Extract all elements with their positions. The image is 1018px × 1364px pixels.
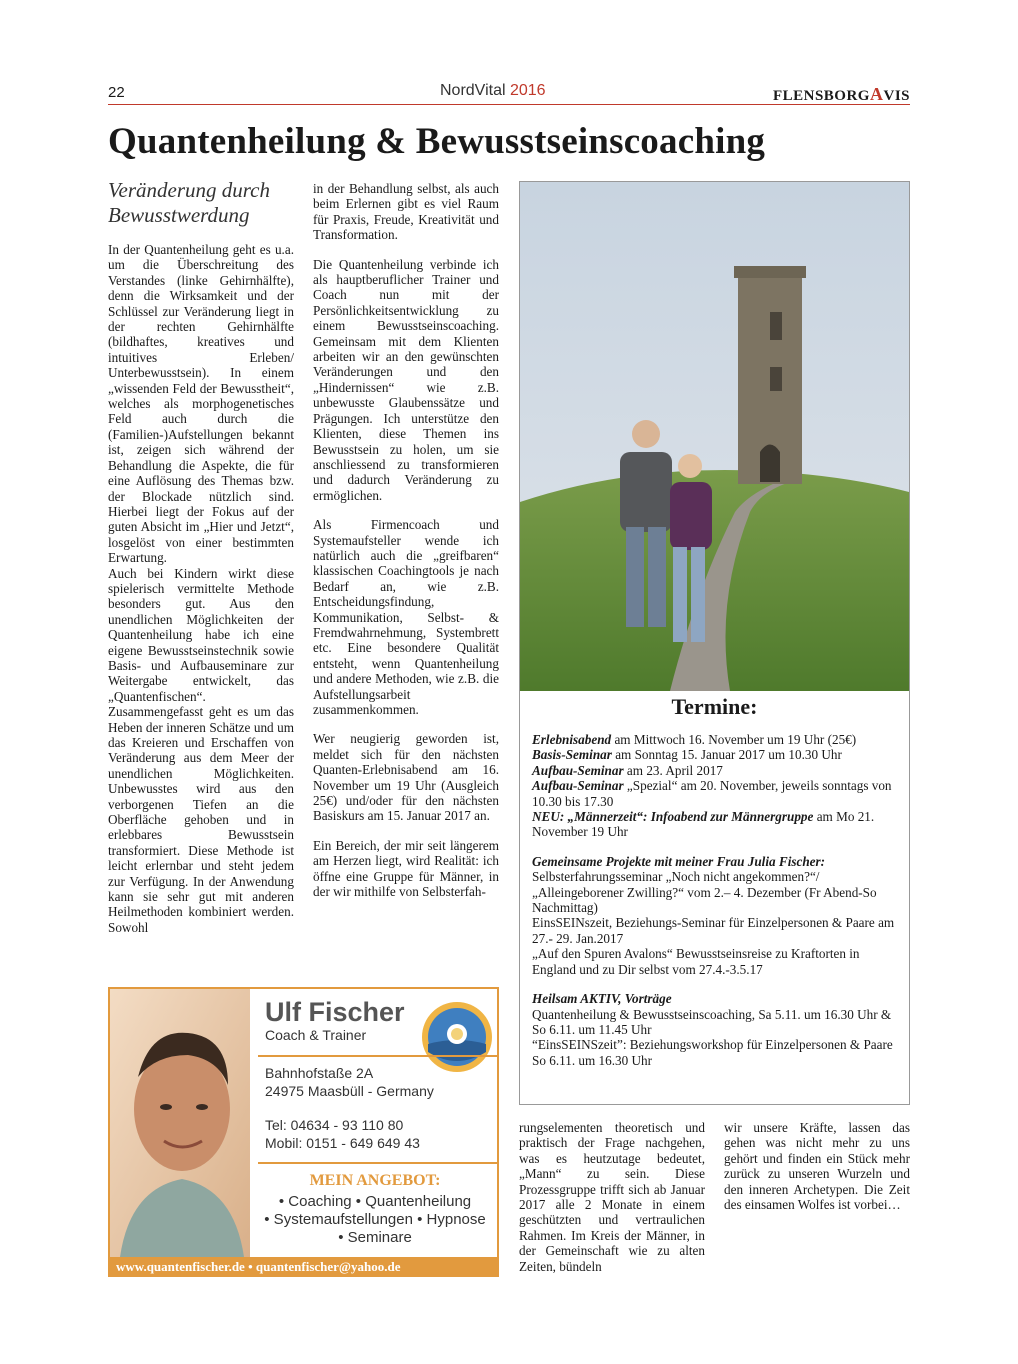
termine-title: Termine: bbox=[671, 694, 758, 719]
sun-logo-icon bbox=[420, 1000, 494, 1074]
event-label: Aufbau-Seminar bbox=[532, 778, 624, 794]
event-label: Erlebnisabend bbox=[532, 732, 612, 747]
section-label: Gemeinsame Projekte mit meiner Frau Julia Fischer: bbox=[532, 853, 826, 869]
brand-suffix: VIS bbox=[883, 88, 910, 104]
portrait-photo bbox=[110, 989, 250, 1257]
article-column-3 bbox=[519, 1120, 705, 1274]
event-basis-seminar bbox=[532, 747, 900, 762]
offer-title: MEIN ANGEBOT: bbox=[309, 1172, 441, 1189]
advertiser-role: Coach & Trainer bbox=[265, 1027, 367, 1043]
list-item: Quantenheilung & Bewusstseinscoaching, Sa 5.11. um 16.30 Uhr & So 6.11. um 11.45 Uhr bbox=[532, 1006, 892, 1037]
list-item: Selbsterfahrungsseminar „Noch nicht angekommen?“/ „Alleingeborener Zwilling?“ vom 2.– 4. Dezember (Fr Abend-So Nachmittag) bbox=[532, 869, 877, 916]
list-item: “EinsSEINSzeit”: Beziehungsworkshop für Einzelpersonen & Paare So 6.11. um 16.30 Uhr bbox=[532, 1037, 893, 1068]
article-column-1 bbox=[108, 242, 294, 935]
section-joint-projects bbox=[532, 854, 900, 977]
paragraph: In der Quantenheilung geht es u.a. um die Überschreitung des Verstandes (linke Gehirnhälfte), denn die Wirksamkeit und der Schlüssel zur Veränderung liegt in der rechten Gehirnhälfte (bildhaftes, kreatives und intuitives Erleben/ Unterbewusstsein). In einem „wissenden Feld der Bewusstheit“, welches als morphogenetisches Feld auch durch die (Familien-)Aufstellungen bekannt ist, zeigen sich während der Behandlung die Aspekte, die für eine Auflösung des Themas bzw. der Blockade nützlich sind. Hierbei liegt der Fokus auf der guten Absicht im „Hier und Jetzt“, losgelöst von einer bestimmten Erwartung. bbox=[108, 242, 294, 566]
publication-year: 2016 bbox=[509, 82, 546, 99]
ad-contact-bar: www.quantenfischer.de • quantenfischer@yahoo.de bbox=[108, 1257, 499, 1277]
couple-photo-illustration bbox=[520, 182, 909, 691]
paragraph: in der Behandlung selbst, als auch beim Erlernen gibt es viel Raum für Praxis, Freude, Kreativität und Transformation. bbox=[313, 181, 499, 243]
offer-line: • Systemaufstellungen • Hypnose bbox=[264, 1211, 486, 1228]
address-street: Bahnhofstaße 2A bbox=[265, 1065, 374, 1081]
paragraph: Die Quantenheilung verbinde ich als hauptberuflicher Trainer und Coach nun mit der Persönlichkeitsentwicklung zu einem Bewusstseinscoaching. Gemeinsam mit dem Klienten arbeiten wir an den gewünschten Veränderungen und den „Hindernissen“ wie z.B. unbewusste Glaubenssätze und Prägungen. Ich unterstütze den Klienten, diese Themen ins Bewusstsein zu holen, um sie anschliessend zu transformieren und dadurch Veränderung zu ermöglichen. bbox=[313, 256, 499, 503]
paragraph: rungselementen theoretisch und praktisch der Frage nachgehen, was es heutzutage bedeutet, „Mann“ zu sein. Diese Prozessgruppe trifft sich ab Januar 2017 alle 2 Monate in einem geschützten und vertraulichen Rahmen. Im Kreis der Männer, in der Gemeinschaft wie zu alten Zeiten, bündeln bbox=[519, 1120, 705, 1274]
paragraph: Auch bei Kindern wirkt diese spielerisch vermittelte Methode besonders gut. Aus den unendlichen Möglichkeiten der Quantenheilung habe ich eine eigene Bewusstseinstechnik sowie Basis- und Aufbauseminare zur Weitergabe entwickelt, das „Quantenfischen“. Zusammengefasst geht es um das Heben der inneren Schätze und um das Kreieren und Erschaffen von Veränderung aus dem Meer der unendlichen Möglichkeiten. Unbewusstes wird aus den verborgenen Tiefen an die Oberfläche gehoben und in erlebbares Bewusstsein transformiert. Diese Methode ist leicht erlernbar und steht jedem zur Verfügung. In der Anwendung kann sie sehr gut mit anderen Heilmethoden kombiniert werden. Sowohl bbox=[108, 565, 294, 935]
phone: Tel: 04634 - 93 110 80 bbox=[265, 1117, 404, 1133]
page-number: 22 bbox=[108, 84, 125, 101]
paragraph: Wer neugierig geworden ist, meldet sich für den nächsten Quanten-Erlebnisabend am 16. November um 19 Uhr (Ausgleich 25€) und/oder für den nächsten Basiskurs am 15. Januar 2017 an. bbox=[313, 731, 499, 824]
address-city: 24975 Maasbüll - Germany bbox=[265, 1083, 434, 1099]
event-maennerzeit bbox=[532, 809, 900, 840]
event-text: „Spezial“ am 20. November, jeweils sonntags von 10.30 bis 17.30 bbox=[532, 778, 892, 809]
brand-a: A bbox=[869, 84, 884, 104]
event-text: am Mo 21. November 19 Uhr bbox=[532, 809, 875, 840]
publication-name bbox=[440, 82, 546, 100]
article-column-4 bbox=[724, 1120, 910, 1212]
brand-prefix: FLENSBORG bbox=[772, 88, 870, 104]
event-text: am Sonntag 15. Januar 2017 um 10.30 Uhr bbox=[611, 747, 842, 763]
paragraph: Als Firmencoach und Systemaufsteller wende ich natürlich auch die „greifbaren“ klassischen Coachingtools je nach Bedarf an, wie z.B. Entscheidungsfindung, Kommunikation, Selbst- & Fremdwahrnehmung, Systembrett etc. Eine besondere Qualität entsteht, wenn Quantenheilung und andere Methoden, wie z.B. die Aufstellungsarbeit zusammenkommen. bbox=[313, 517, 499, 717]
mobile: Mobil: 0151 - 649 649 43 bbox=[265, 1135, 420, 1151]
publication-title: NordVital bbox=[440, 82, 506, 99]
offer-line: • Coaching • Quantenheilung bbox=[278, 1193, 472, 1210]
event-text: am Mittwoch 16. November um 19 Uhr (25€) bbox=[611, 732, 857, 747]
section-vortraege bbox=[532, 991, 900, 1068]
list-item: „Auf den Spuren Avalons“ Bewusstseinsreise zu Kraftorten in England und zu Dir selbst vom 27.4.-3.5.17 bbox=[532, 946, 860, 977]
offer-line: • Seminare bbox=[338, 1229, 412, 1246]
newspaper-brand bbox=[773, 84, 910, 105]
event-label: Aufbau-Seminar bbox=[532, 762, 624, 778]
event-aufbau-spezial bbox=[532, 778, 900, 809]
termine-list bbox=[532, 732, 900, 1068]
event-text: am 23. April 2017 bbox=[623, 762, 723, 778]
list-item: EinsSEINszeit, Beziehungs-Seminar für Einzelpersonen & Paare am 27.- 29. Jan.2017 bbox=[532, 915, 895, 946]
paragraph: wir unsere Kräfte, lassen das gehen was nicht mehr zu uns gehört und finden ein Stück mehr zurück zu unseren Wurzeln und den inneren Archetypen. Die Zeit des einsamen Wolfes ist vorbei… bbox=[724, 1120, 910, 1213]
ad-divider bbox=[258, 1055, 498, 1057]
event-label: Basis-Seminar bbox=[532, 747, 612, 763]
paragraph: Ein Bereich, der mir seit längerem am Herzen liegt, wird Realität: ich öffne eine Gruppe für Männer, in der wir mithilfe von Selbsterfah- bbox=[313, 837, 499, 900]
article-subtitle: Veränderung durch Bewusstwerdung bbox=[108, 178, 270, 227]
advertiser-name: Ulf Fischer bbox=[265, 997, 405, 1027]
couple-photo bbox=[520, 182, 909, 691]
event-aufbau-seminar bbox=[532, 763, 900, 778]
portrait-illustration bbox=[110, 989, 250, 1257]
event-label: NEU: „Männerzeit“: Infoabend zur Männergruppe bbox=[532, 809, 814, 825]
ad-divider bbox=[258, 1162, 498, 1164]
section-label: Heilsam AKTIV, Vorträge bbox=[532, 991, 672, 1007]
article-column-2 bbox=[313, 181, 499, 899]
event-erlebnisabend bbox=[532, 732, 900, 747]
header-rule bbox=[108, 104, 910, 105]
article-title: Quantenheilung & Bewusstseinscoaching bbox=[108, 121, 766, 162]
